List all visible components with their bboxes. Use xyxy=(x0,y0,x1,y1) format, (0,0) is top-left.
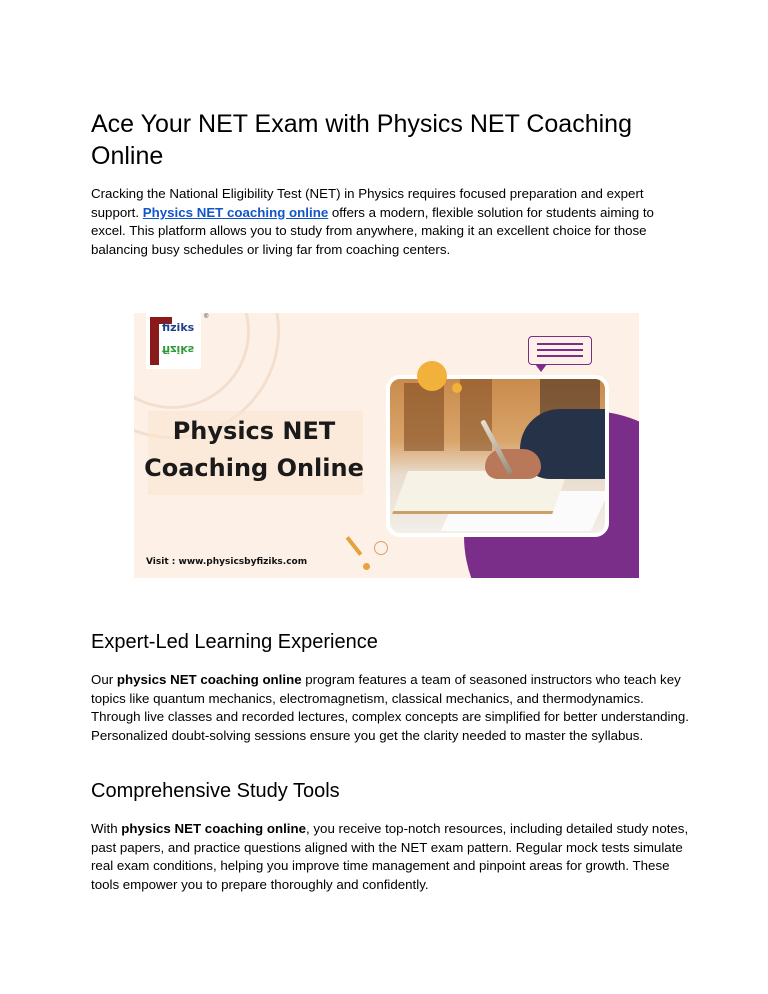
section2-bold-term: physics NET coaching online xyxy=(121,821,307,836)
section1-bold-term: physics NET coaching online xyxy=(116,672,302,687)
section1-text-2: program features a team of seasoned instructors who teach key topics like quantum mechanics, electromagnetism, classical mechanics, and thermodynamics. Through live classes and recorded lectures, complex concepts are simplified for better understanding. Personalized doubt-solving sessions ensure you get the clarity needed to master the syllabus. xyxy=(91,672,689,744)
circle-doodle-icon xyxy=(374,541,388,555)
intro-paragraph xyxy=(91,185,691,260)
section2-paragraph xyxy=(91,820,691,895)
page-title: Ace Your NET Exam with Physics NET Coaching Online xyxy=(91,110,632,170)
yellow-circle-decor xyxy=(417,361,447,391)
intro-text-2: offers a modern, flexible solution for students aiming to excel. This platform allows you to study from anywhere, making it an excellent choice for those balancing busy schedules or living far from coaching centers. xyxy=(91,204,654,258)
writing-hand-photo xyxy=(386,375,609,537)
section2-text-1: With xyxy=(91,821,122,836)
section1-heading: Expert-Led Learning Experience xyxy=(91,631,378,653)
registered-mark: ® xyxy=(204,314,209,320)
chat-bubble-icon xyxy=(528,336,592,365)
banner-title-line1: Physics NET xyxy=(172,417,336,445)
yellow-dot-decor xyxy=(452,383,462,393)
visit-url-text: Visit : www.physicsbyfiziks.com xyxy=(146,557,308,567)
promo-banner-image xyxy=(134,313,639,578)
banner-title xyxy=(134,413,374,487)
banner-title-line2: Coaching Online xyxy=(144,454,364,482)
logo-text-top: fiziks xyxy=(162,321,195,334)
hand xyxy=(485,449,541,479)
dot-doodle-icon xyxy=(363,563,370,570)
fiziks-logo xyxy=(146,313,209,369)
coaching-link[interactable]: Physics NET coaching online xyxy=(142,204,329,220)
pencil-icon xyxy=(346,536,363,556)
section1-paragraph xyxy=(91,671,691,746)
intro-text-1: Cracking the National Eligibility Test (NET) in Physics requires focused preparation and expert support. xyxy=(91,186,644,220)
section2-text-2: , you receive top-notch resources, including detailed study notes, past papers, and practice questions aligned with the NET exam pattern. Regular mock tests simulate real exam conditions, helping you improve time management and pinpoint areas for growth. These tools empower you to prepare thoroughly and confidently. xyxy=(91,821,689,893)
section1-text-1: Our xyxy=(91,672,117,687)
section2-heading: Comprehensive Study Tools xyxy=(91,780,340,802)
logo-text-mirrored: fiziks xyxy=(162,343,195,356)
